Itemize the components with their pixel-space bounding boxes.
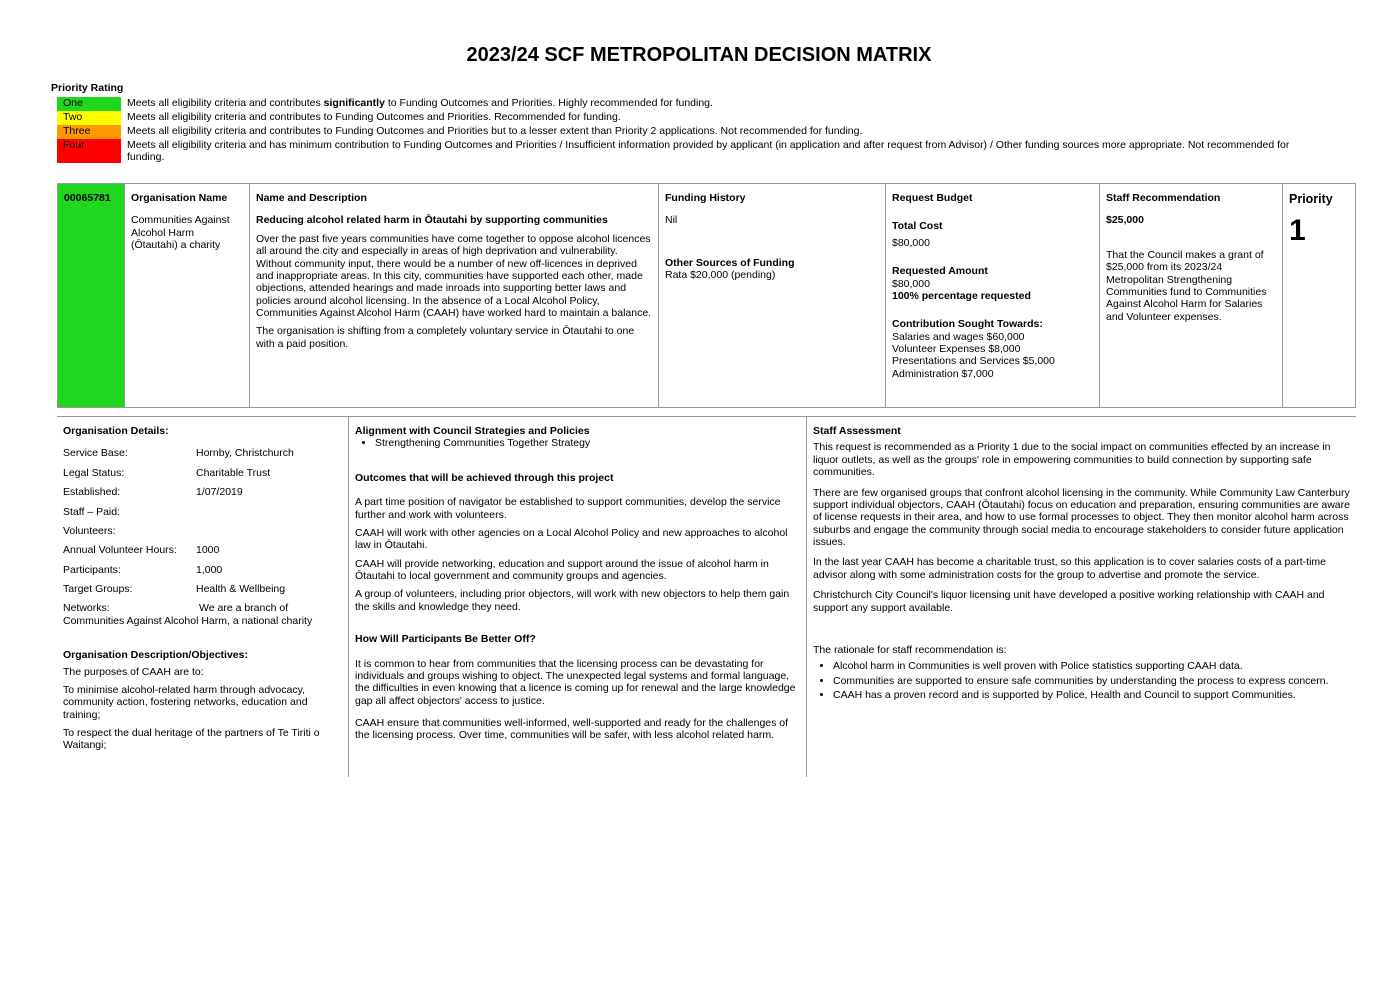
description-text: Meets all eligibility criteria and has minimum contribution to Funding Outcomes and Priorities / Insufficient information provided by applicant (in application and after request from Advisor) / Other funding sources more appropriate. Not recommended for funding. bbox=[127, 139, 1290, 163]
staff-assessment-heading: Staff Assessment bbox=[813, 425, 901, 437]
alignment-heading: Alignment with Council Strategies and Policies bbox=[355, 425, 590, 437]
alignment-list bbox=[355, 437, 800, 449]
recommended-amount: $25,000 bbox=[1106, 214, 1144, 227]
org-description-heading: Organisation Description/Objectives: bbox=[63, 649, 248, 662]
description-text: Meets all eligibility criteria and contributes to Funding Outcomes and Priorities but to a lesser extent than Priority 2 applications. Not recommended for funding. bbox=[127, 125, 863, 137]
assessment-paragraph: This request is recommended as a Priority 1 due to the social impact on communities effected by an increase in liquor outlets, as well as the groups' role in empowering communities to build connection by supporting safe communities. bbox=[813, 441, 1331, 479]
org-name: Communities Against Alcohol Harm (Ōtautahi) a charity bbox=[131, 214, 230, 252]
rationale-item: • Communities are supported to ensure safe communities by understanding the process to express concern. bbox=[833, 675, 1350, 687]
org-detail-label: Legal Status: bbox=[63, 466, 125, 479]
priority-heading: Priority bbox=[1289, 192, 1333, 206]
organisation-cell bbox=[125, 184, 250, 407]
participants-paragraph: CAAH ensure that communities well-informed, well-supported and ready for the challenges of the licensing process. Over time, communities will be safer, with less alcohol related harm. bbox=[355, 717, 789, 742]
org-detail-row bbox=[63, 467, 342, 479]
priority-level-description bbox=[121, 111, 1307, 125]
funding-history-heading: Funding History bbox=[665, 192, 746, 204]
org-detail-row bbox=[63, 447, 342, 459]
funding-history-cell bbox=[659, 184, 886, 407]
requested-amount-value: $80,000 bbox=[892, 277, 930, 290]
description-cell bbox=[250, 184, 659, 407]
assessment-paragraph: Christchurch City Council's liquor licensing unit have developed a positive working relationship with CAAH and support any support available. bbox=[813, 589, 1325, 614]
rationale-heading: The rationale for staff recommendation is: bbox=[813, 643, 1007, 656]
org-detail-row bbox=[63, 544, 342, 556]
priority-level-description bbox=[121, 139, 1307, 163]
org-objective: To respect the dual heritage of the partners of Te Tiriti o Waitangi; bbox=[63, 727, 320, 752]
org-detail-value: 1,000 bbox=[196, 563, 223, 576]
rationale-item: • Alcohol harm in Communities is well proven with Police statistics supporting CAAH data. bbox=[833, 660, 1350, 672]
priority-level-label: Four bbox=[57, 139, 121, 163]
description-paragraph: Over the past five years communities have come together to oppose alcohol licences all around the city and especially in areas of high deprivation and vulnerability. Without community input, there would be a number of new off-licences in deprived and inappropriate areas. In this city, communities have supported each other, made objections, attended hearings and made inroads into supporting better laws and policies around alcohol licensing. In the absence of a Local Alcohol Policy, Communities Against Alcohol Harm (CAAH) have worked hard to maintain a balance. bbox=[256, 232, 652, 319]
priority-level-row bbox=[57, 139, 1307, 163]
funding-history-value: Nil bbox=[665, 214, 678, 227]
description-text: to Funding Outcomes and Priorities. Highly recommended for funding. bbox=[384, 97, 713, 109]
networks-continued: Communities Against Alcohol Harm, a national charity bbox=[63, 614, 313, 627]
application-id: 00065781 bbox=[58, 184, 125, 407]
org-detail-value: Health & Wellbeing bbox=[196, 583, 286, 595]
org-detail-value: 1000 bbox=[196, 544, 220, 557]
other-sources-heading: Other Sources of Funding bbox=[665, 256, 795, 269]
description-text: Meets all eligibility criteria and contributes to Funding Outcomes and Priorities. Recommended for funding. bbox=[127, 111, 621, 123]
rationale-list bbox=[813, 660, 1350, 701]
networks-value: We are a branch of bbox=[199, 602, 289, 615]
priority-level-label: One bbox=[57, 97, 121, 111]
org-detail-row bbox=[63, 506, 342, 518]
assessment-paragraph: In the last year CAAH has become a charitable trust, so this application is to cover salaries costs of a part-time advisor along with some administration costs for the group to advertise and promote the service. bbox=[813, 556, 1326, 581]
org-detail-value: Charitable Trust bbox=[196, 466, 271, 479]
total-cost-label: Total Cost bbox=[892, 220, 943, 233]
org-detail-row bbox=[63, 486, 342, 498]
org-detail-label: Participants: bbox=[63, 563, 121, 576]
priority-rating-legend bbox=[57, 97, 1307, 163]
project-name: Reducing alcohol related harm in Ōtautahi by supporting communities bbox=[256, 214, 608, 227]
priority-cell bbox=[1283, 184, 1355, 407]
description-heading: Name and Description bbox=[256, 192, 367, 204]
contribution-item: Salaries and wages $60,000 bbox=[892, 330, 1025, 343]
org-details-heading: Organisation Details: bbox=[63, 425, 169, 437]
staff-recommendation-cell bbox=[1100, 184, 1283, 407]
org-name-heading: Organisation Name bbox=[131, 192, 228, 204]
contribution-item: Administration $7,000 bbox=[892, 367, 994, 380]
total-cost-value: $80,000 bbox=[892, 236, 930, 249]
application-summary bbox=[57, 183, 1356, 408]
outcome-paragraph: A part time position of navigator be established to support communities, develop the service further and work with volunteers. bbox=[355, 496, 781, 521]
contribution-list bbox=[892, 331, 1093, 381]
participants-paragraph: It is common to hear from communities that the licensing process can be devastating for individuals and groups wishing to object. The unexpected legal systems and formal language, the difficulties in even knowing that a licence is coming up for renewal and the large knowledge gap all affect objectors' access to justice. bbox=[355, 657, 796, 707]
outcomes-heading: Outcomes that will be achieved through this project bbox=[355, 471, 614, 484]
priority-level-label: Two bbox=[57, 111, 121, 125]
other-sources-value: Rata $20,000 (pending) bbox=[665, 269, 776, 282]
priority-level-row bbox=[57, 97, 1307, 111]
org-detail-row bbox=[63, 525, 342, 537]
request-budget-cell bbox=[886, 184, 1100, 407]
page-title: 2023/24 SCF METROPOLITAN DECISION MATRIX bbox=[466, 44, 932, 66]
contribution-label: Contribution Sought Towards: bbox=[892, 318, 1043, 331]
priority-level-row bbox=[57, 111, 1307, 125]
priority-level-row bbox=[57, 125, 1307, 139]
participants-heading: How Will Participants Be Better Off? bbox=[355, 633, 536, 646]
org-detail-value: 1/07/2019 bbox=[196, 486, 243, 499]
org-detail-row bbox=[63, 583, 342, 595]
org-detail-row bbox=[63, 564, 342, 576]
description-emphasis: significantly bbox=[323, 97, 385, 109]
org-detail-label: Service Base: bbox=[63, 447, 128, 460]
priority-level-label: Three bbox=[57, 125, 121, 139]
org-detail-value: Hornby, Christchurch bbox=[196, 447, 294, 460]
org-detail-label: Established: bbox=[63, 486, 121, 499]
priority-rating-heading: Priority Rating bbox=[51, 82, 124, 94]
recommendation-text: That the Council makes a grant of $25,000 from its 2023/24 Metropolitan Strengthening Communities fund to Communities Against Alcohol Harm for Salaries and Volunteer expenses. bbox=[1106, 248, 1267, 323]
outcome-paragraph: CAAH will provide networking, education and support around the issue of alcohol harm in Ōtautahi to local government and community groups and agencies. bbox=[355, 557, 769, 582]
org-detail-label: Staff – Paid: bbox=[63, 505, 121, 518]
priority-level-description bbox=[121, 97, 1307, 111]
contribution-item: Presentations and Services $5,000 bbox=[892, 355, 1055, 368]
outcome-paragraph: A group of volunteers, including prior objectors, will work with new objectors to help them gain the skills and knowledge they need. bbox=[355, 588, 790, 613]
outcome-paragraph: CAAH will work with other agencies on a Local Alcohol Policy and new approaches to alcohol law in Ōtautahi. bbox=[355, 526, 788, 552]
org-detail-label: Target Groups: bbox=[63, 583, 133, 595]
rationale-item: • CAAH has a proven record and is supported by Police, Health and Council to support Communities. bbox=[833, 689, 1350, 701]
description-paragraph: The organisation is shifting from a completely voluntary service in Ōtautahi to one with a paid position. bbox=[256, 325, 635, 350]
alignment-item: • Strengthening Communities Together Strategy bbox=[375, 437, 800, 449]
networks-label: Networks: bbox=[63, 602, 110, 615]
percentage-requested: 100% percentage requested bbox=[892, 289, 1031, 302]
priority-level-description bbox=[121, 125, 1307, 139]
requested-amount-label: Requested Amount bbox=[892, 265, 988, 278]
org-detail-label: Annual Volunteer Hours: bbox=[63, 544, 177, 557]
staff-assessment bbox=[807, 417, 1356, 777]
description-text: Meets all eligibility criteria and contributes bbox=[127, 97, 324, 109]
organisation-details bbox=[57, 417, 349, 777]
alignment-outcomes bbox=[349, 417, 807, 777]
org-objective: To minimise alcohol-related harm through advocacy, community action, fostering networks, education and training; bbox=[63, 683, 308, 721]
contribution-item: Volunteer Expenses $8,000 bbox=[892, 343, 1021, 355]
assessment-paragraph: There are few organised groups that confront alcohol licensing in the community. While Community Law Canterbury support individual objectors, CAAH (Ōtautahi) focus on education and preparation, ensuring communities are aware of license requests in their area, and how to use formal processes to object. They then monitor alcohol harm across suburbs and engage the community through social media to encourage stakeholders to consider future application issues. bbox=[813, 486, 1350, 548]
staff-recommendation-heading: Staff Recommendation bbox=[1106, 192, 1221, 204]
networks-row bbox=[63, 602, 342, 627]
priority-value: 1 bbox=[1289, 213, 1306, 247]
org-detail-label: Volunteers: bbox=[63, 524, 116, 537]
org-description-intro: The purposes of CAAH are to: bbox=[63, 665, 204, 678]
details-section bbox=[57, 416, 1356, 777]
request-budget-heading: Request Budget bbox=[892, 192, 973, 204]
